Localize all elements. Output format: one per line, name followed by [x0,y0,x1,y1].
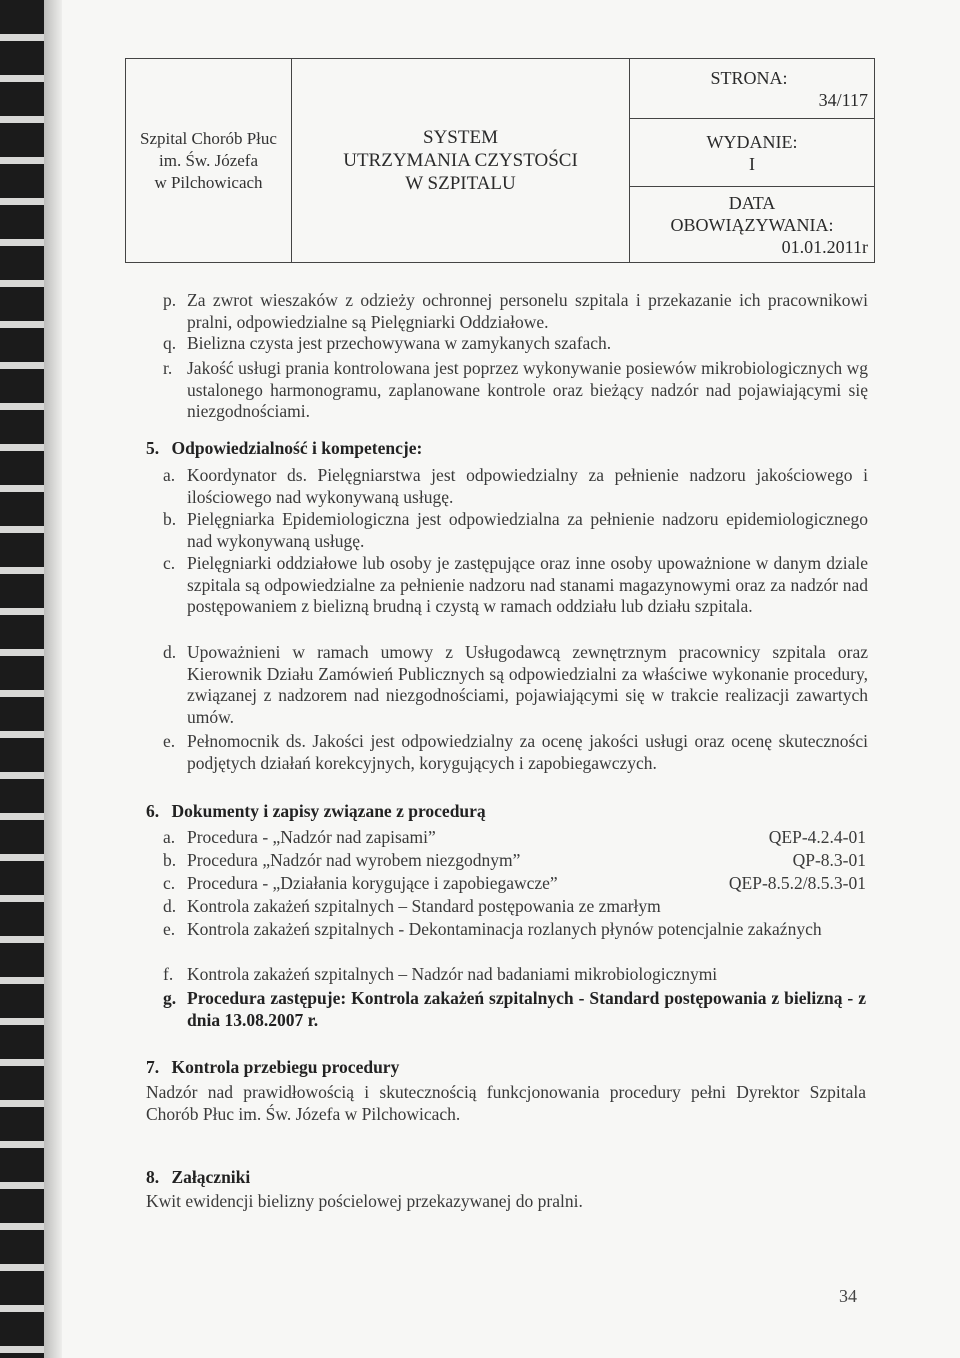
section-number: 5. [146,438,160,458]
list-marker: e. [163,919,176,939]
section-paragraph: Kwit ewidencji bielizny pościelowej przekazywanej do pralni. [146,1191,583,1211]
list-marker: r. [163,358,173,378]
list-item-text: Upoważnieni w ramach umowy z Usługodawcą zewnętrznym pracownicy szpitala oraz Kierownik Działu Zamówień Publicznych są odpowiedzialni za właściwe wykonanie procedury, związanej z nadzorem nad niezgodnościami, pojawiającymi się w trakcie realizacji zawartych umów. [187,642,868,727]
list-item [163,873,866,895]
list-marker: c. [163,873,176,893]
edition-info [630,119,874,187]
section-number: 6. [146,801,160,821]
section-heading [146,1167,250,1189]
meta-cell [630,59,874,262]
list-item-text: Kontrola zakażeń szpitalnych - Dekontaminacja rozlanych płynów potencjalnie zakaźnych [187,919,822,939]
list-item-text: Kontrola zakażeń szpitalnych – Nadzór nad badaniami mikrobiologicznymi [187,964,718,984]
data-label: OBOWIĄZYWANIA: [670,214,834,235]
section-title: Kontrola przebiegu procedury [171,1057,400,1077]
system-title-line: W SZPITALU [405,173,516,194]
strona-value: 34/117 [818,89,868,110]
list-item [163,731,868,774]
list-marker: d. [163,642,177,662]
strona-label: STRONA: [710,67,788,88]
list-marker: b. [163,850,177,870]
document-code: QP-8.3-01 [792,850,866,870]
section-title: Dokumenty i zapisy związane z procedurą [171,801,486,821]
list-marker: q. [163,333,177,353]
list-item-text: Procedura zastępuje: Kontrola zakażeń szpitalnych - Standard postępowania z bielizną - z dnia 13.08.2007 r. [187,988,866,1030]
spiral-binding [0,0,44,1358]
list-item-text: Pełnomocnik ds. Jakości jest odpowiedzialny za ocenę jakości usługi oraz ocenę skuteczności podjętych działań korekcyjnych, korygujących i zapobiegawczych. [187,731,868,773]
list-item [163,919,866,941]
page-number: 34 [839,1286,857,1306]
list-item-text: Koordynator ds. Pielęgniarstwa jest odpowiedzialny za pełnienie nadzoru jakościowego i ilościowego nad wykonywaną usługę. [187,465,868,507]
hospital-name-line: im. Św. Józefa [159,150,258,170]
list-marker: f. [163,964,174,984]
section-number: 7. [146,1057,160,1077]
header-table [125,58,875,263]
list-item [163,358,868,423]
wydanie-value: I [749,153,755,174]
list-marker: b. [163,509,177,529]
document-code: QEP-8.5.2/8.5.3-01 [728,873,866,893]
list-item-text: Pielęgniarki oddziałowe lub osoby je zastępujące oraz inne osoby upoważnione w danym dziale szpitala są odpowiedzialne za pełnienie nadzoru nad stanami magazynowymi oraz za nadzór nad postępowaniem z bielizną brudną i czystą w ramach oddziału lub działu szpitala. [187,553,868,616]
section-title: Odpowiedzialność i kompetencje: [171,438,423,458]
data-label: DATA [728,192,776,213]
date-info [630,187,874,262]
list-item-text: Bielizna czysta jest przechowywana w zamykanych szafach. [187,333,612,353]
system-title-line: SYSTEM [423,127,498,148]
section-paragraph: Nadzór nad prawidłowością i skutecznością funkcjonowania procedury pełni Dyrektor Szpitala Chorób Płuc im. Św. Józefa w Pilchowicach. [146,1082,866,1124]
list-item [163,333,868,355]
binding-shadow [44,0,62,1358]
data-value: 01.01.2011r [781,236,868,257]
list-marker: a. [163,465,176,485]
document-code: QEP-4.2.4-01 [768,827,866,847]
list-marker: d. [163,896,177,916]
list-item [163,850,866,872]
list-item [163,988,866,1031]
system-title-cell [292,59,630,262]
list-item-text: Procedura „Nadzór nad wyrobem niezgodnym” [187,850,521,870]
section-number: 8. [146,1167,160,1187]
hospital-name-cell [126,59,292,262]
list-item [163,642,868,728]
hospital-name-line: Szpital Chorób Płuc [140,128,277,148]
section-heading [146,1057,399,1079]
list-item-text: Procedura - „Nadzór nad zapisami” [187,827,436,847]
page-info [630,59,874,119]
list-item [163,553,868,618]
list-marker: g. [163,988,177,1008]
list-item [163,964,866,986]
section-heading [146,801,486,823]
list-item [163,896,866,918]
list-item-text: Pielęgniarka Epidemiologiczna jest odpowiedzialna za pełnienie nadzoru epidemiologicznego nad wykonywaną usługę. [187,509,868,551]
list-marker: e. [163,731,176,751]
list-item [163,290,868,333]
section-title: Załączniki [171,1167,251,1187]
wydanie-label: WYDANIE: [706,131,798,152]
list-marker: p. [163,290,177,310]
system-title-line: UTRZYMANIA CZYSTOŚCI [343,150,578,171]
list-item-text: Jakość usługi prania kontrolowana jest poprzez wykonywanie posiewów mikrobiologicznych wg ustalonego harmonogramu, zaplanowane kontrole oraz bieżący nadzór nad pojawiającymi się niezgodnościami. [187,358,868,421]
list-item-text: Procedura - „Działania korygujące i zapobiegawcze” [187,873,558,893]
list-marker: a. [163,827,176,847]
list-item [163,827,866,849]
list-item-text: Kontrola zakażeń szpitalnych – Standard postępowania ze zmarłym [187,896,661,916]
list-marker: c. [163,553,176,573]
hospital-name-line: w Pilchowicach [154,172,263,192]
list-item-text: Za zwrot wieszaków z odzieży ochronnej personelu szpitala i przekazanie ich pracownikowi pralni, odpowiedzialne są Pielęgniarki Oddziałowe. [187,290,868,332]
section-heading [146,438,422,460]
list-item [163,465,868,508]
list-item [163,509,868,552]
